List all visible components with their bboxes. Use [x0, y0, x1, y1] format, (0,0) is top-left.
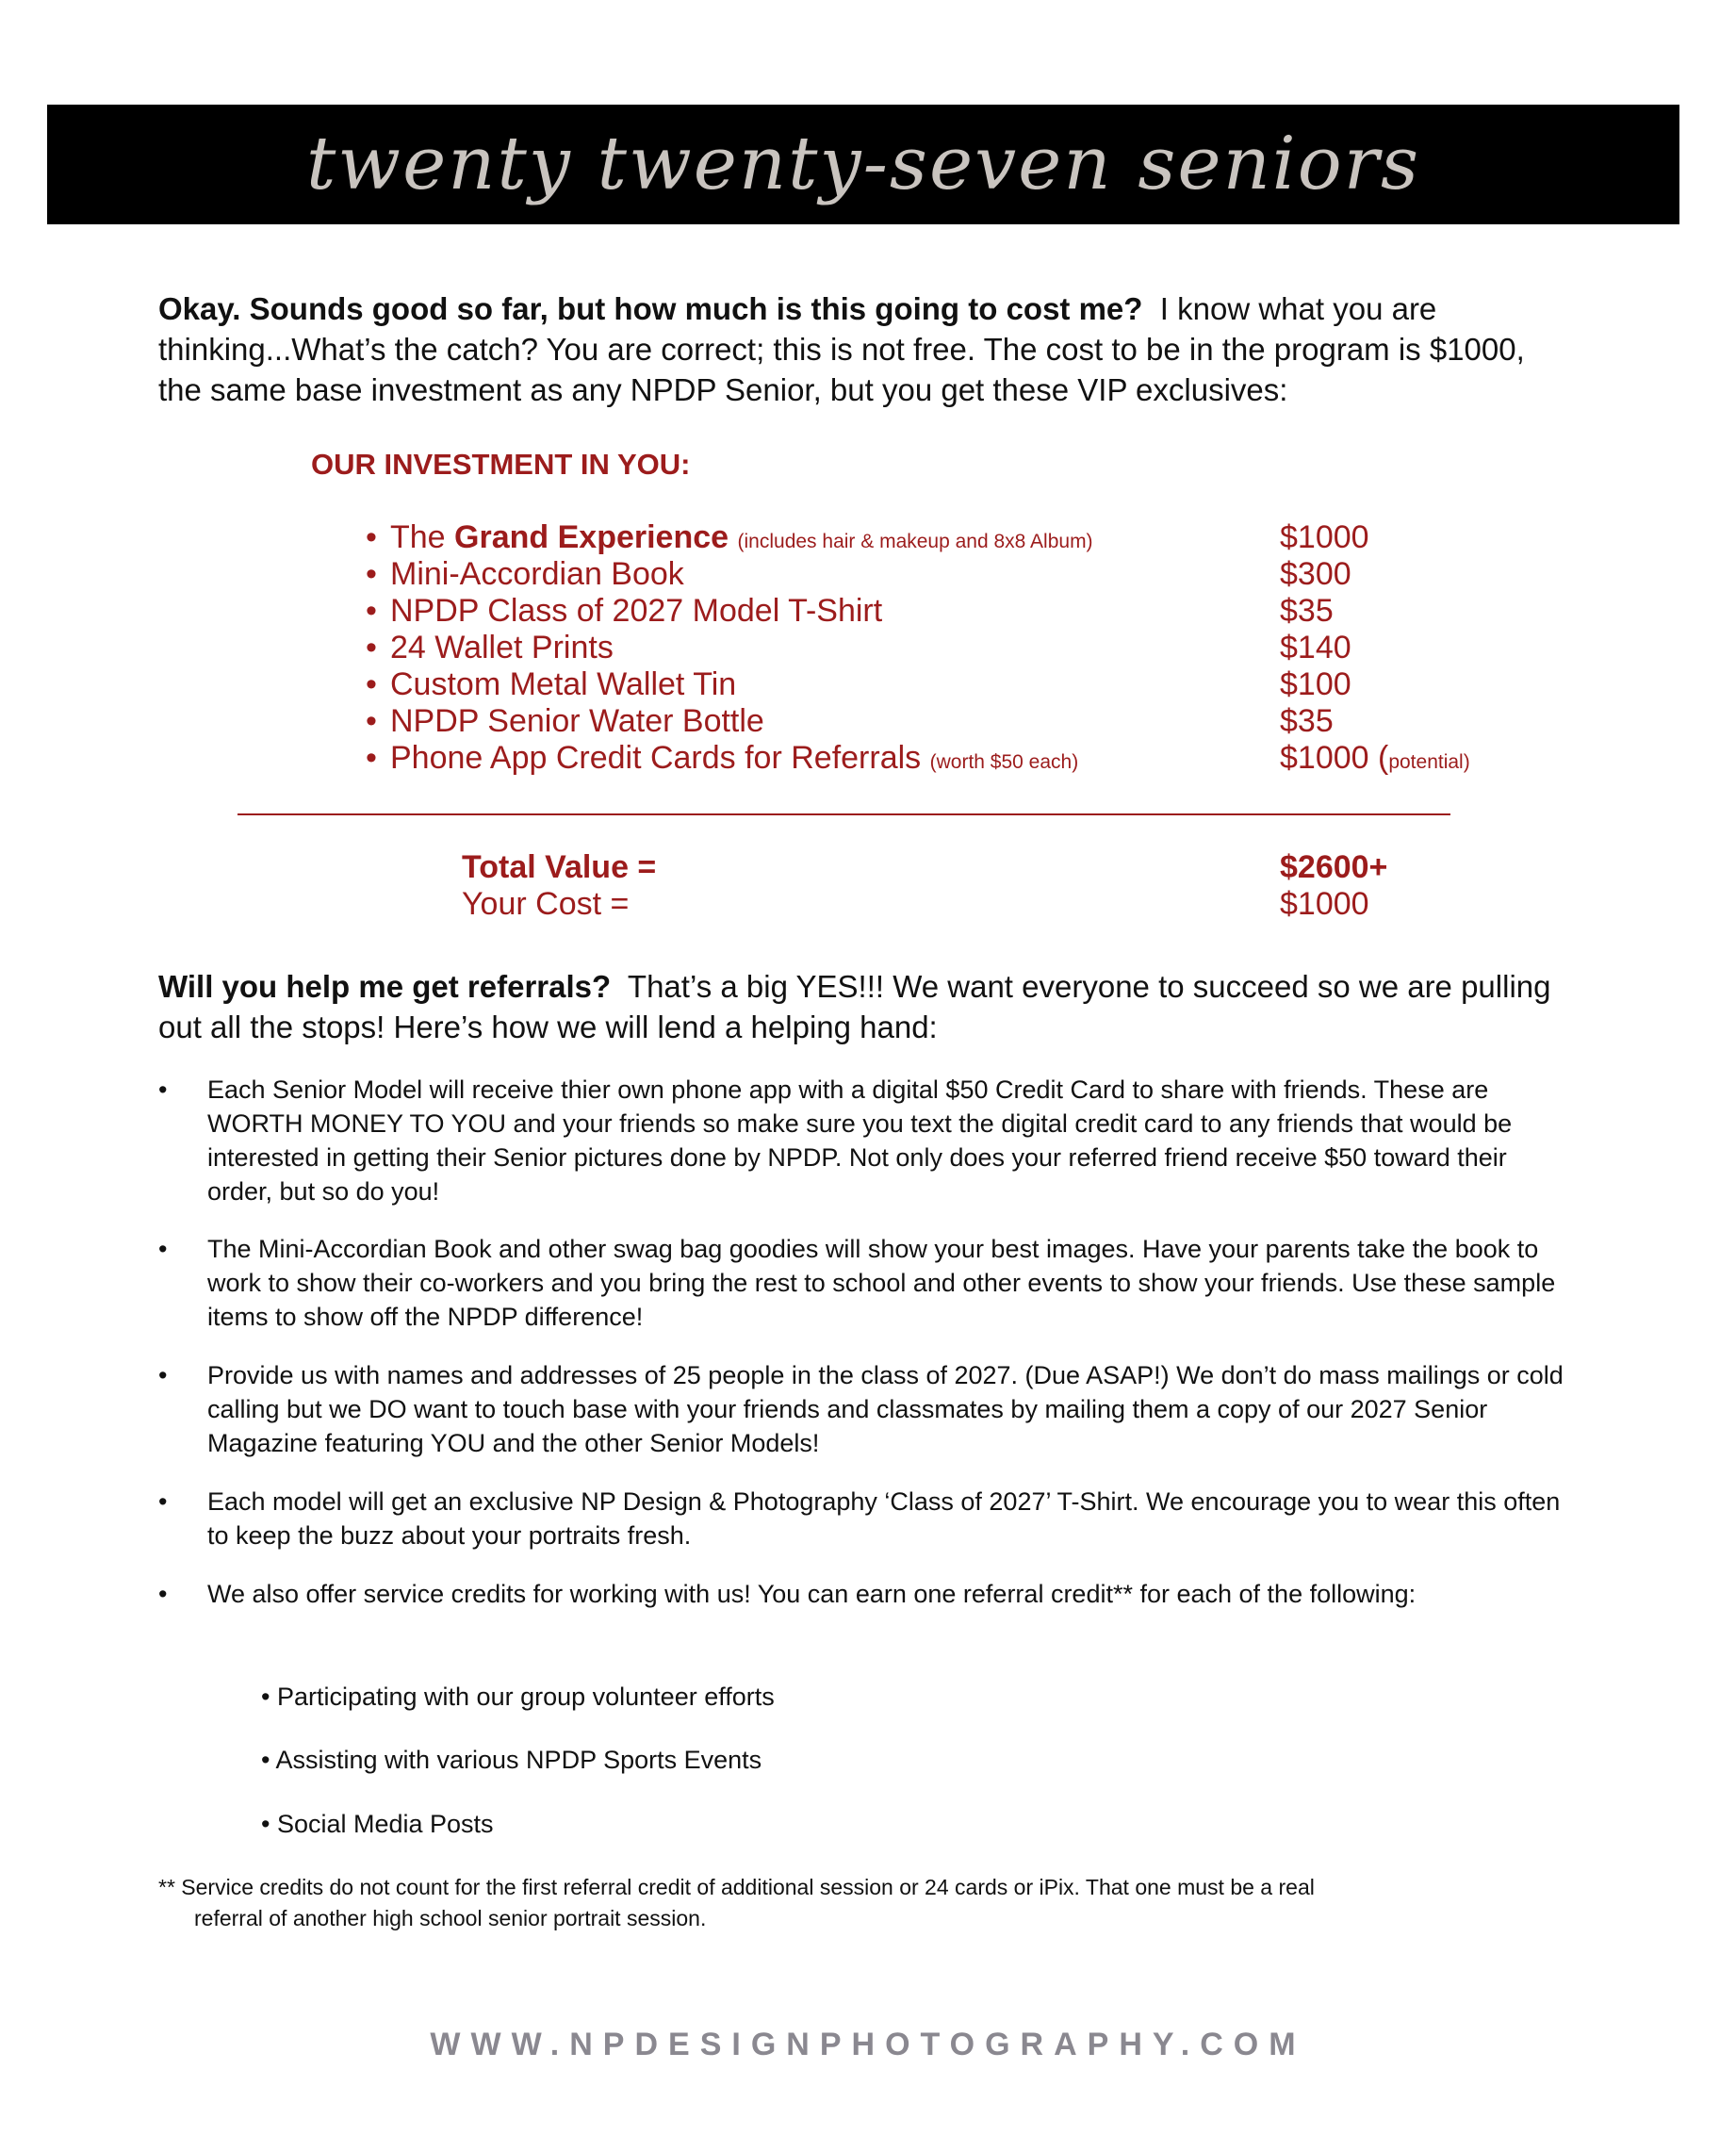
item-price: $35 [1280, 703, 1334, 739]
bullet-icon: • [366, 519, 377, 555]
bullet-icon: • [158, 1487, 168, 1516]
bullet-text: The Mini-Accordian Book and other swag bag goodies will show your best images. Have your parents take the book to work to show their co-workers and you bring the rest to school and other events to show your friends. Use these sample items to show off the NPDP difference! [207, 1235, 1556, 1331]
intro-question: Okay. Sounds good so far, but how much is this going to cost me? [158, 291, 1143, 326]
item-label: 24 Wallet Prints [390, 630, 614, 665]
referrals-body: That’s a big YES!!! We want everyone to succeed so we are pulling out all the stops! Here’s how we will lend a helping hand: [158, 969, 1551, 1044]
bullet-icon: • [366, 630, 377, 665]
bullet-text: Each model will get an exclusive NP Design & Photography ‘Class of 2027’ T-Shirt. We encourage you to wear this often to keep the buzz about your portraits fresh. [207, 1487, 1561, 1550]
service-credit-item: • Social Media Posts [261, 1810, 494, 1838]
item-label: NPDP Senior Water Bottle [390, 703, 764, 739]
investment-item [366, 703, 1534, 740]
bullet-icon: • [158, 1076, 168, 1104]
total-value-row [462, 849, 1404, 886]
item-label: Custom Metal Wallet Tin [390, 666, 737, 702]
bullet-icon: • [366, 703, 377, 739]
bullet-icon: • [158, 1361, 168, 1389]
total-label: Total Value = [462, 849, 657, 885]
item-price: $1000 [1280, 519, 1369, 555]
footnote-line: referral of another high school senior portrait session. [194, 1906, 707, 1930]
bullet-text: Provide us with names and addresses of 25 people in the class of 2027. (Due ASAP!) We don’t do mass mailings or cold calling but we DO want to touch base with your friends and classmates by mailing them a copy of our 2027 Senior Magazine featuring YOU and the other Senior Models! [207, 1361, 1564, 1457]
referrals-paragraph [158, 966, 1572, 1047]
investment-heading: OUR INVESTMENT IN YOU: [311, 448, 691, 481]
intro-body: I know what you are thinking...What’s the catch? You are correct; this is not free. The cost to be in the program is $1000, the same base investment as any NPDP Senior, but you get these VIP exclusives: [158, 291, 1525, 407]
divider-line [237, 813, 1450, 815]
footnote-line: ** Service credits do not count for the first referral credit of additional session or 24 cards or iPix. That one must be a real [158, 1875, 1315, 1899]
total-value: $2600+ [1280, 849, 1388, 885]
investment-item [366, 593, 1534, 630]
item-price: $300 [1280, 556, 1351, 592]
item-price: $1000 (potential) [1280, 740, 1470, 776]
investment-item [366, 666, 1534, 703]
service-credit-item: • Participating with our group volunteer efforts [261, 1683, 775, 1711]
bullet-text: Each Senior Model will receive thier own phone app with a digital $50 Credit Card to share with friends. These are WORTH MONEY TO YOU and your friends so make sure you text the digital credit card to any friends that would be interested in getting their Senior pictures done by NPDP. Not only does your referred friend receive $50 toward their order, but so do you! [207, 1076, 1513, 1206]
item-note: (includes hair & makeup and 8x8 Album) [737, 531, 1093, 552]
cost-label: Your Cost = [462, 886, 630, 922]
bullet-text: We also offer service credits for working with us! You can earn one referral credit** for each of the following: [207, 1580, 1417, 1608]
bullet-icon: • [366, 666, 377, 702]
cost-value: $1000 [1280, 886, 1369, 922]
investment-item [366, 519, 1534, 556]
bullet-icon: • [366, 556, 377, 592]
item-price: $35 [1280, 593, 1334, 629]
item-label: Phone App Credit Cards for Referrals [390, 740, 922, 776]
bullet-icon: • [366, 740, 377, 776]
investment-item [366, 556, 1534, 593]
item-note: (worth $50 each) [929, 751, 1079, 773]
item-label: Mini-Accordian Book [390, 556, 684, 592]
footnote [158, 1872, 1572, 1934]
header-banner [47, 105, 1679, 224]
price-note: potential) [1388, 751, 1470, 773]
investment-item [366, 740, 1534, 777]
bullet-icon: • [158, 1580, 168, 1608]
item-price: $100 [1280, 666, 1351, 702]
referrals-question: Will you help me get referrals? [158, 969, 612, 1004]
banner-title: twenty twenty-seven seniors [305, 122, 1421, 206]
investment-item [366, 630, 1534, 666]
service-credit-item: • Assisting with various NPDP Sports Events [261, 1746, 762, 1774]
bullet-icon: • [366, 593, 377, 629]
intro-paragraph [158, 288, 1572, 410]
item-bold-label: Grand Experience [454, 519, 729, 555]
your-cost-row [462, 886, 1404, 923]
item-prefix: The [390, 519, 455, 555]
footer-website-url[interactable]: WWW.NPDESIGNPHOTOGRAPHY.COM [430, 2027, 1306, 2062]
item-price: $140 [1280, 630, 1351, 665]
bullet-icon: • [158, 1235, 168, 1263]
item-label: NPDP Class of 2027 Model T-Shirt [390, 593, 883, 629]
